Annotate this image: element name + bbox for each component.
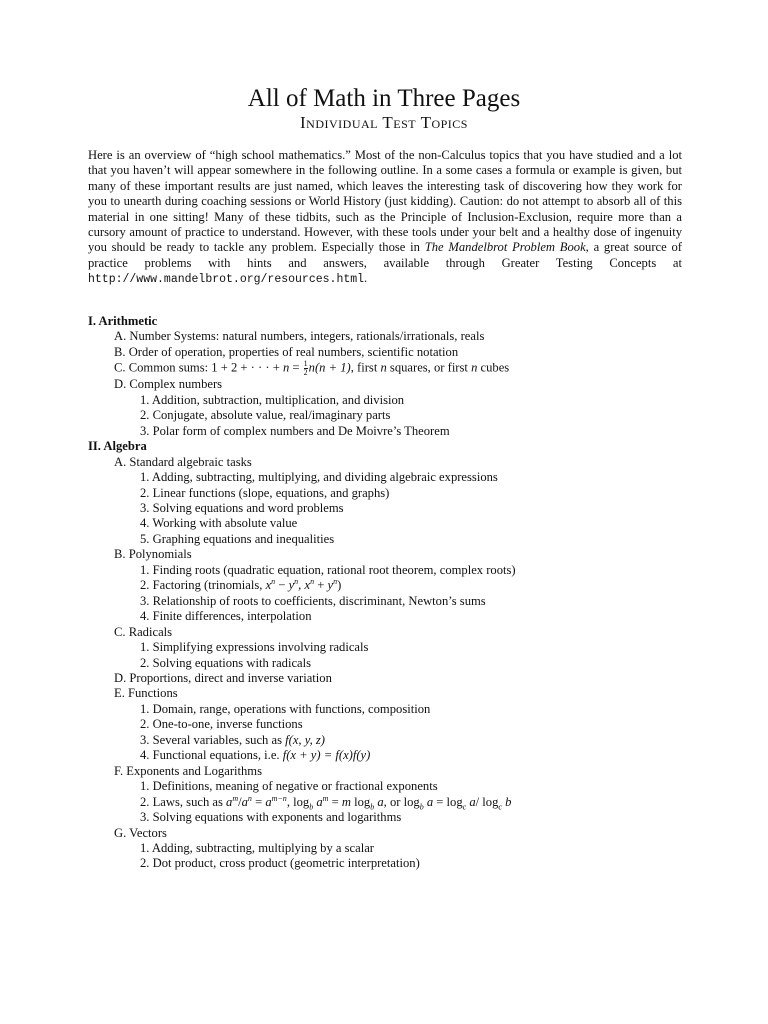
section-heading-algebra: II. Algebra [88,439,147,454]
outline-subitem: 2. Linear functions (slope, equations, and graphs) [140,485,390,500]
outline-subitem: 1. Domain, range, operations with functions, composition [140,701,431,716]
outline-subitem-factoring: 2. Factoring (trinomials, $x^n - y^n$, $x^n + y^n$) [140,577,342,593]
outline-item: C. Radicals [114,624,173,639]
outline-item: F. Exponents and Logarithms [114,763,263,778]
outline-item: B. Order of operation, properties of real numbers, scientific notation [114,344,459,359]
outline-subitem: 3. Solving equations with exponents and logarithms [140,810,402,825]
resources-url[interactable]: http://www.mandelbrot.org/resources.html [88,273,365,287]
outline-subitem: 3. Polar form of complex numbers and De Moivre’s Theorem [140,423,450,438]
outline-subitem: 2. One-to-one, inverse functions [140,717,303,732]
outline-item: A. Number Systems: natural numbers, integers, rationals/irrationals, reals [114,329,485,344]
intro-text-cont: , a great source of practice problems with hints and answers, available through Greater Testing Concepts at [88,240,682,270]
outline-subitem: 1. Simplifying expressions involving radicals [140,640,369,655]
outline-subitem: 5. Graphing equations and inequalities [140,531,335,546]
page-subtitle: Individual Test Topics [300,113,468,132]
intro-paragraph: Here is an overview of “high school mathematics.” Most of the non-Calculus topics that you have studied and a lot that you haven’t will appear somewhere in the following outline. In a some cases a formula or example is given, but many of these important results are just named, which leaves the interesting task of discovering how they work for you to unearth during coaching sessions or World History (just kidding). Caution: do not attempt to absorb all of this material in one sitting! Many of these tidbits, such as the Principle of Inclusion-Exclusion, require more than a cursory amount of practice to understand. However, with these tools under your belt and a healthy dose of ingenuity you should be ready to tackle any problem. Especially those in The Mandelbrot Problem Book, a great source of practice problems with hints and answers, available through Greater Testing Concepts at http://www.mandelbrot.org/resources.html. [88,148,682,287]
section-heading-arithmetic: I. Arithmetic [88,314,158,328]
outline-subitem: 1. Addition, subtraction, multiplication, and division [140,392,405,407]
outline-subitem: 1. Definitions, meaning of negative or fractional exponents [140,779,438,794]
outline-subitem: 1. Adding, subtracting, multiplying, and dividing algebraic expressions [140,470,498,485]
outline-item: D. Complex numbers [114,377,223,392]
outline-subitem-functional-equations: 4. Functional equations, i.e. f(x + y) = f(x)f(y) [140,748,371,763]
outline-subitem: 2. Solving equations with radicals [140,655,312,670]
outline-subitem: 4. Finite differences, interpolation [140,609,312,624]
outline-subitem: 1. Finding roots (quadratic equation, rational root theorem, complex roots) [140,562,516,577]
outline-subitem: 1. Adding, subtracting, multiplying by a scalar [140,840,374,855]
outline-item: A. Standard algebraic tasks [114,454,252,469]
outline-item: G. Vectors [114,825,167,840]
outline-subitem: 4. Working with absolute value [140,516,298,531]
topic-outline [88,314,688,872]
outline-subitem-log-laws: 2. Laws, such as $a^m/a^n = a^{m-n}$, $\log_b a^m = m$ $\log_b a$, or $\log_b a = \log_c a/$ $\log_c b$ [140,793,512,812]
outline-item: D. Proportions, direct and inverse variation [114,670,332,685]
outline-subitem: 2. Conjugate, absolute value, real/imaginary parts [140,408,391,423]
intro-text: Here is an overview of “high school mathematics.” Most of the non-Calculus topics that you have studied and a lot that you haven’t will appear somewhere in the following outline. In a some cases a formula or example is given, but many of these important results are just named, which leaves the interesting task of discovering how they work for you to unearth during coaching sessions or World History (just kidding). Caution: do not attempt to absorb all of this material in one sitting! Many of these tidbits, such as the Principle of Inclusion-Exclusion, require more than a cursory amount of practice to understand. However, with these tools under your belt and a healthy dose of ingenuity you should be ready to tackle any problem. Especially those in [88,148,682,255]
page-title: All of Math in Three Pages [247,85,521,112]
outline-item: B. Polynomials [114,547,192,562]
outline-item-common-sums: C. Common sums: 1 + 2 + · · · + n = $\frac{1}{2}$ n(n + 1), first n squares, or first n cubes [114,359,510,378]
fraction: $\frac{1}{2}$ [303,359,308,378]
outline-subitem-several-variables: 3. Several variables, such as f(x, y, z) [140,732,326,747]
outline-item: E. Functions [114,686,178,701]
outline-subitem: 3. Relationship of roots to coefficients, discriminant, Newton’s sums [140,593,486,608]
outline-subitem: 3. Solving equations and word problems [140,500,344,515]
book-title: The Mandelbrot Problem Book [424,240,586,255]
outline-subitem: 2. Dot product, cross product (geometric interpretation) [140,856,420,871]
